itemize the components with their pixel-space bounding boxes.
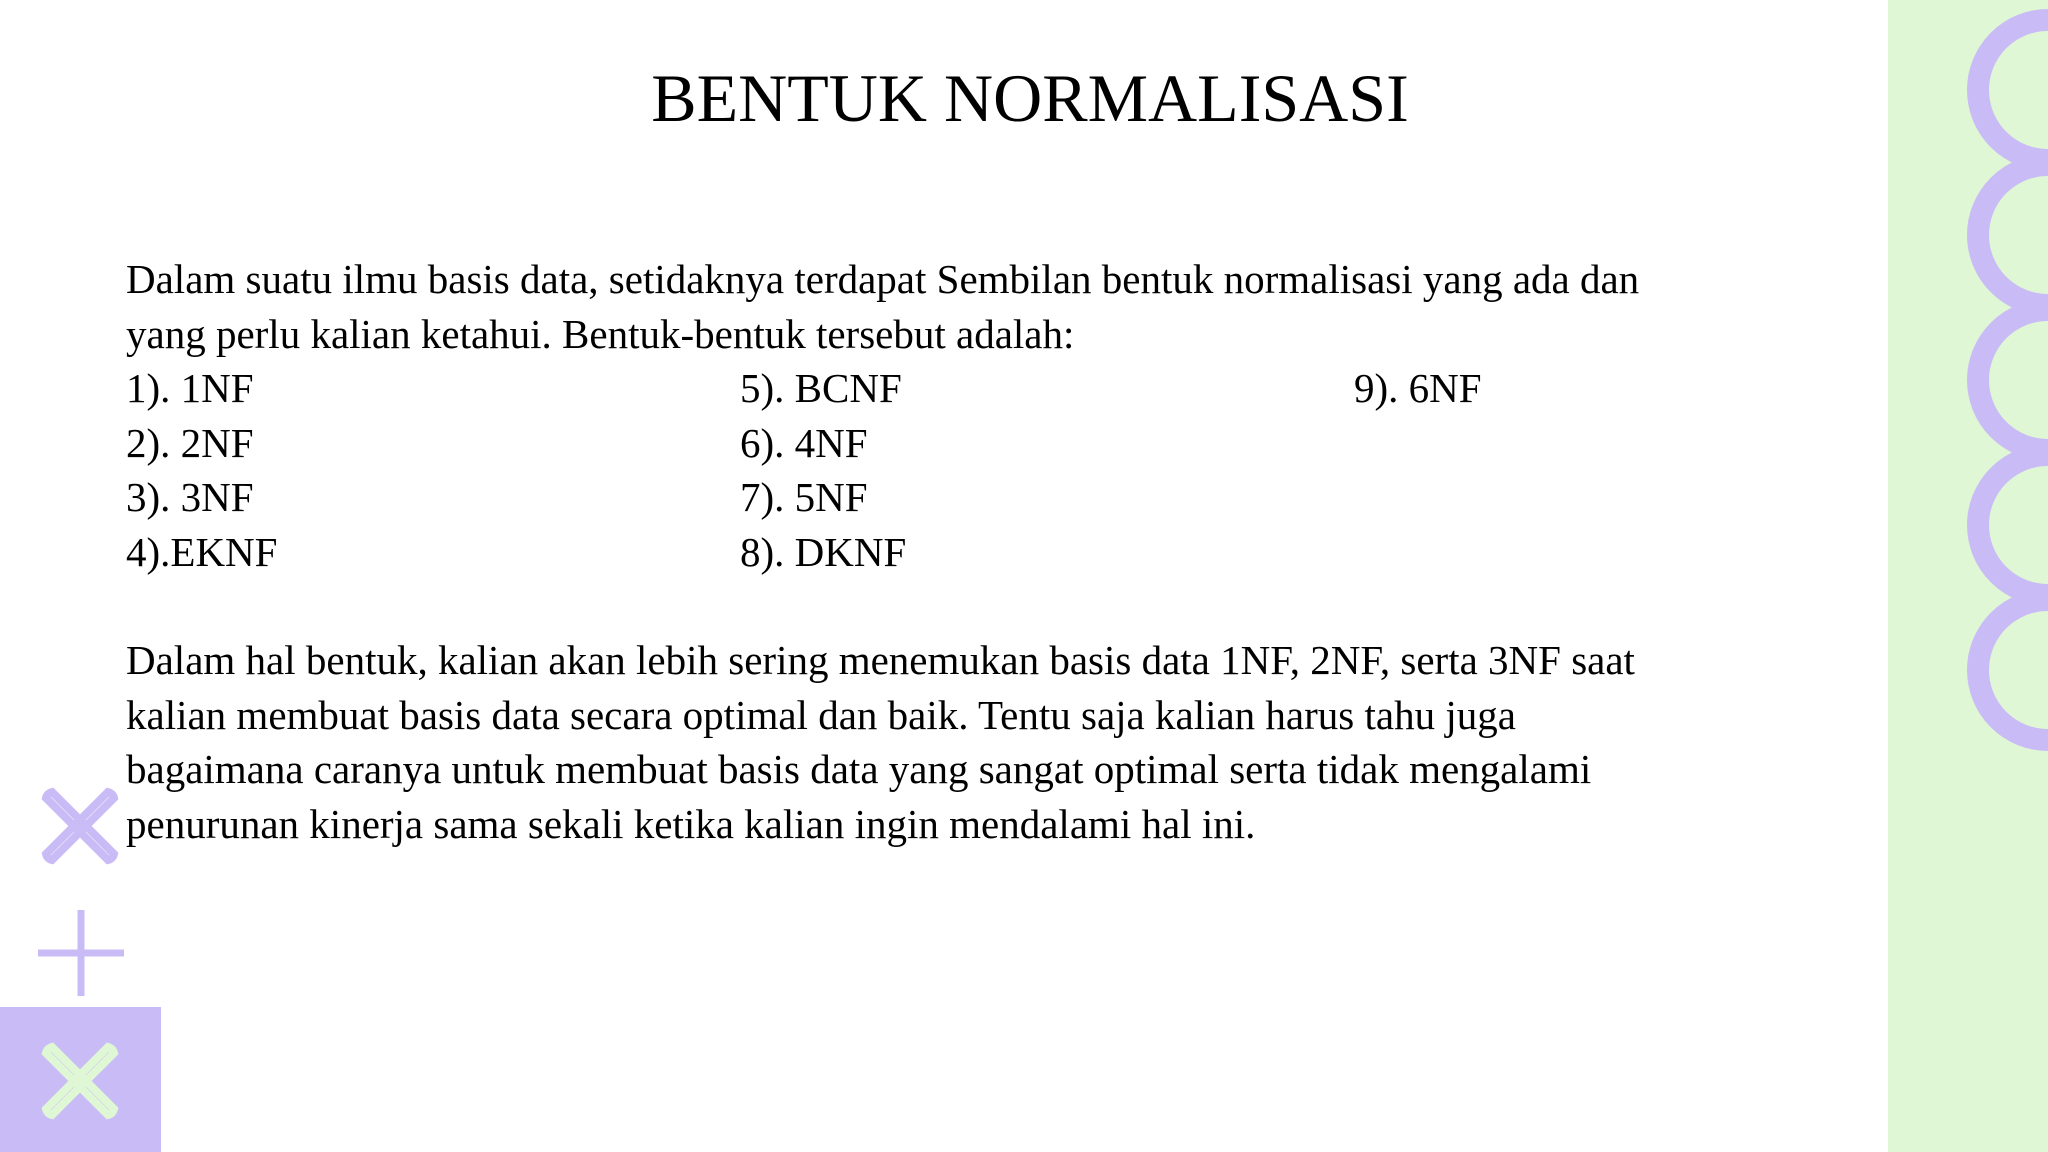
closing-line: Dalam hal bentuk, kalian akan lebih sering menemukan basis data 1NF, 2NF, serta 3NF saat (126, 637, 1635, 683)
intro-line: yang perlu kalian ketahui. Bentuk-bentuk tersebut adalah: (126, 310, 1075, 357)
closing-paragraph (126, 633, 1826, 851)
forms-column-2 (740, 361, 906, 579)
closing-line: bagaimana caranya untuk membuat basis data yang sangat optimal serta tidak mengalami (126, 746, 1592, 792)
closing-line: penurunan kinerja sama sekali ketika kalian ingin mendalami hal ini. (126, 800, 1256, 847)
cross-knot-icon (38, 1039, 122, 1123)
purple-square-decoration (0, 1007, 161, 1152)
list-item: 1). 1NF (126, 365, 254, 411)
list-item: 6). 4NF (740, 419, 868, 466)
list-item: 8). DKNF (740, 528, 907, 575)
closing-line: kalian membuat basis data secara optimal dan baik. Tentu saja kalian harus tahu juga (126, 691, 1516, 738)
list-item: 2). 2NF (126, 419, 254, 466)
intro-paragraph (126, 252, 1826, 361)
intro-line: Dalam suatu ilmu basis data, setidaknya terdapat Sembilan bentuk normalisasi yang ada dan (126, 256, 1640, 302)
list-item: 4).EKNF (126, 528, 278, 575)
page-title: BENTUK NORMALISASI (651, 60, 1409, 136)
plus-icon (38, 910, 124, 996)
normal-forms-list (126, 361, 1626, 581)
list-item: 9). 6NF (1354, 365, 1482, 411)
cross-knot-icon (38, 784, 122, 868)
list-item: 5). BCNF (740, 365, 902, 411)
list-item: 3). 3NF (126, 474, 254, 520)
purple-arc-chain-icon (1960, 0, 2048, 760)
forms-column-3 (1354, 361, 1482, 416)
list-item: 7). 5NF (740, 474, 868, 520)
forms-column-1 (126, 361, 277, 579)
